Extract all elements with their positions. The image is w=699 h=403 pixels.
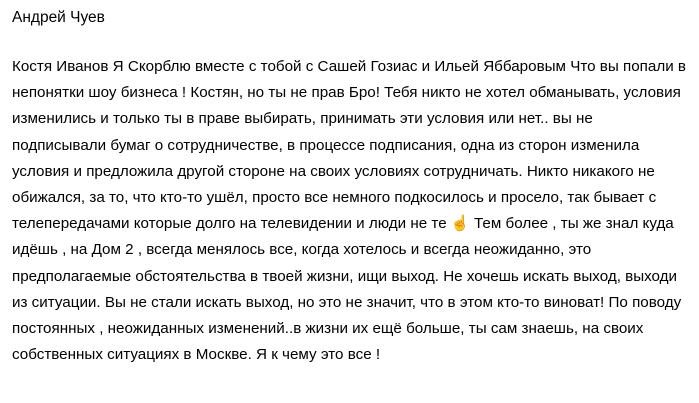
article-body-text: Костя Иванов Я Скорблю вместе с тобой с Сашей Гозиас и Ильей Яббаровым Что вы попали в непонятки шоу бизнеса ! Костян, но ты не прав Бро! Тебя никто не хотел обманывать, условия изменились и только ты в праве выбирать, принимать эти условия или нет.. вы не подписывали бумаг о сотрудничестве, в процессе подписания, одна из сторон изменила условия и предложила другой стороне на своих условиях сотрудничать. Никто никакого не обижался, за то, что кто-то ушёл, просто все немного подкосилось и просело, так бывает с телепередачами которые долго на телевидении и люди не те ☝ Тем более , ты же знал куда идёшь , на Дом 2 , всегда менялось все, когда хотелось и всегда неожиданно, это предполагаемые обстоятельства в твоей жизни, ищи выход. Не хочешь искать выход, выходи из ситуации. Вы не стали искать выход, но это не значит, что в этом кто-то виноват! По поводу постоянных , неожиданных изменений..в жизни их ещё больше, ты сам знаешь, на своих собственных ситуациях в Москве. Я к чему это все ! <box>12 58 691 364</box>
author-name: Андрей Чуев <box>12 9 105 26</box>
